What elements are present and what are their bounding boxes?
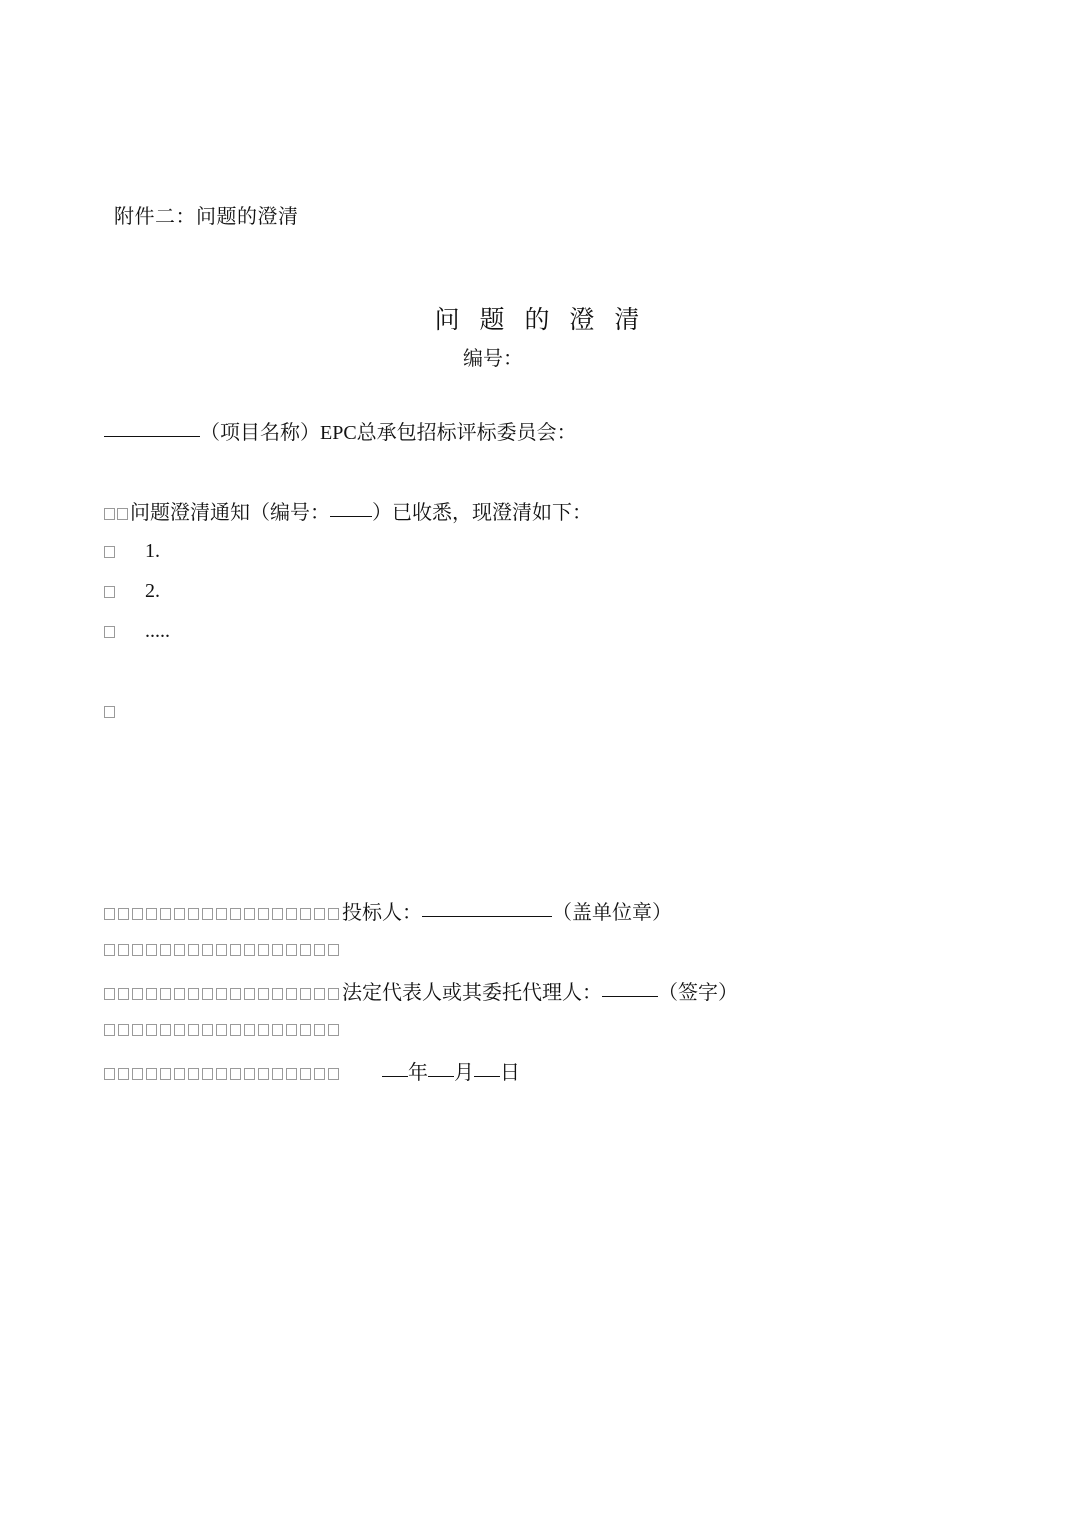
document-title: 问 题 的 澄 清: [434, 305, 646, 334]
indent-box-run: [104, 1016, 342, 1040]
date-row: [104, 1056, 520, 1085]
placeholder-box-icon: [202, 988, 213, 1000]
placeholder-box-icon: [300, 1068, 311, 1080]
clarification-item-label: 2.: [145, 580, 160, 602]
placeholder-box-icon: [104, 586, 115, 598]
committee-name: EPC总承包招标评标委员会：: [320, 422, 577, 444]
placeholder-box-icon: [160, 988, 171, 1000]
project-name-hint: （项目名称）: [200, 420, 320, 444]
placeholder-box-icon: [104, 944, 115, 956]
placeholder-box-icon: [132, 988, 143, 1000]
placeholder-box-icon: [286, 944, 297, 956]
placeholder-box-icon: [272, 1068, 283, 1080]
placeholder-box-icon: [146, 988, 157, 1000]
placeholder-box-icon: [216, 908, 227, 920]
placeholder-box-icon: [300, 908, 311, 920]
placeholder-box-icon: [160, 908, 171, 920]
clarification-item-label: .....: [145, 620, 170, 642]
representative-label: 法定代表人或其委托代理人：: [342, 980, 602, 1004]
day-blank[interactable]: [474, 1075, 500, 1077]
placeholder-box-icon: [146, 944, 157, 956]
clarification-item-label: 1.: [145, 540, 160, 562]
placeholder-box-icon: [258, 988, 269, 1000]
placeholder-box-icon: [328, 988, 339, 1000]
placeholder-box-icon: [216, 944, 227, 956]
clarification-item: [104, 618, 170, 643]
placeholder-box-icon: [300, 988, 311, 1000]
placeholder-box-icon: [230, 944, 241, 956]
representative-signature-row: [104, 976, 738, 1005]
placeholder-box-icon: [118, 944, 129, 956]
indent-box-run: [104, 1060, 342, 1084]
placeholder-box-icon: [230, 988, 241, 1000]
placeholder-box-icon: [244, 944, 255, 956]
day-label: 日: [500, 1060, 520, 1084]
placeholder-box-icon: [286, 1024, 297, 1036]
placeholder-box-icon: [188, 908, 199, 920]
placeholder-box-icon: [104, 1024, 115, 1036]
placeholder-box-icon: [272, 1024, 283, 1036]
intro-lead-text: 问题澄清通知（编号：: [130, 500, 330, 524]
placeholder-box-icon: [146, 1068, 157, 1080]
placeholder-box-icon: [118, 988, 129, 1000]
placeholder-box-icon: [104, 546, 115, 558]
placeholder-box-icon: [272, 988, 283, 1000]
placeholder-box-icon: [132, 944, 143, 956]
placeholder-box-icon: [328, 908, 339, 920]
placeholder-box-icon: [300, 944, 311, 956]
placeholder-box-icon: [104, 1068, 115, 1080]
placeholder-box-icon: [174, 1068, 185, 1080]
addressee-line: [104, 416, 577, 445]
placeholder-box-icon: [244, 1068, 255, 1080]
placeholder-box-icon: [132, 908, 143, 920]
placeholder-box-icon: [104, 626, 115, 638]
placeholder-box-icon: [258, 908, 269, 920]
placeholder-box-icon: [104, 908, 115, 920]
placeholder-box-icon: [244, 908, 255, 920]
year-label: 年: [408, 1060, 428, 1084]
placeholder-box-icon: [230, 908, 241, 920]
placeholder-box-icon: [188, 1024, 199, 1036]
placeholder-box-icon: [286, 908, 297, 920]
placeholder-box-icon: [104, 508, 115, 520]
placeholder-box-icon: [188, 988, 199, 1000]
representative-sign-note: （签字）: [658, 980, 738, 1004]
placeholder-box-icon: [216, 988, 227, 1000]
placeholder-box-icon: [314, 944, 325, 956]
year-blank[interactable]: [382, 1075, 408, 1077]
placeholder-box-icon: [160, 944, 171, 956]
placeholder-box-icon: [244, 1024, 255, 1036]
placeholder-box-icon: [104, 706, 115, 718]
placeholder-box-icon: [328, 1024, 339, 1036]
placeholder-box-icon: [244, 988, 255, 1000]
placeholder-box-icon: [132, 1068, 143, 1080]
placeholder-box-icon: [258, 1068, 269, 1080]
placeholder-box-icon: [104, 988, 115, 1000]
placeholder-box-icon: [188, 944, 199, 956]
placeholder-box-icon: [272, 944, 283, 956]
placeholder-box-icon: [202, 944, 213, 956]
placeholder-box-icon: [117, 508, 128, 520]
representative-signature-blank[interactable]: [602, 995, 658, 997]
placeholder-box-icon: [286, 988, 297, 1000]
indent-row: [104, 1016, 342, 1040]
placeholder-box-icon: [328, 944, 339, 956]
placeholder-box-icon: [314, 908, 325, 920]
intro-line: [104, 496, 592, 525]
placeholder-box-icon: [272, 908, 283, 920]
placeholder-box-icon: [328, 1068, 339, 1080]
notice-number-blank[interactable]: [330, 515, 372, 517]
placeholder-box-icon: [160, 1024, 171, 1036]
empty-item-row: [104, 698, 117, 722]
indent-box-run: [104, 900, 342, 924]
placeholder-box-icon: [216, 1024, 227, 1036]
placeholder-box-icon: [314, 988, 325, 1000]
placeholder-box-icon: [160, 1068, 171, 1080]
placeholder-box-icon: [286, 1068, 297, 1080]
placeholder-box-icon: [174, 944, 185, 956]
placeholder-box-icon: [258, 1024, 269, 1036]
placeholder-box-icon: [216, 1068, 227, 1080]
indent-box-run: [104, 980, 342, 1004]
placeholder-box-icon: [202, 1024, 213, 1036]
bidder-name-blank[interactable]: [422, 915, 552, 917]
attachment-heading: 附件二：问题的澄清: [114, 204, 299, 228]
indent-row: [104, 936, 342, 960]
intro-tail-text: ）已收悉，现澄清如下：: [372, 500, 592, 524]
placeholder-box-icon: [258, 944, 269, 956]
indent-box-run: [104, 936, 342, 960]
placeholder-box-icon: [118, 908, 129, 920]
placeholder-box-icon: [202, 908, 213, 920]
project-name-blank[interactable]: [104, 435, 200, 437]
bidder-seal-note: （盖单位章）: [552, 900, 672, 924]
placeholder-box-icon: [118, 1068, 129, 1080]
document-number-label: 编号：: [463, 346, 523, 370]
placeholder-box-icon: [300, 1024, 311, 1036]
placeholder-box-icon: [314, 1024, 325, 1036]
placeholder-box-icon: [230, 1024, 241, 1036]
placeholder-box-icon: [174, 908, 185, 920]
placeholder-box-icon: [174, 988, 185, 1000]
placeholder-box-icon: [230, 1068, 241, 1080]
placeholder-box-icon: [202, 1068, 213, 1080]
placeholder-box-icon: [118, 1024, 129, 1036]
bidder-signature-row: [104, 896, 672, 925]
clarification-item: [104, 538, 160, 563]
month-blank[interactable]: [428, 1075, 454, 1077]
placeholder-box-icon: [188, 1068, 199, 1080]
month-label: 月: [454, 1060, 474, 1084]
clarification-item: [104, 578, 160, 603]
placeholder-box-icon: [146, 908, 157, 920]
placeholder-box-icon: [174, 1024, 185, 1036]
placeholder-box-icon: [314, 1068, 325, 1080]
placeholder-box-icon: [132, 1024, 143, 1036]
bidder-label: 投标人：: [342, 900, 422, 924]
placeholder-box-icon: [146, 1024, 157, 1036]
